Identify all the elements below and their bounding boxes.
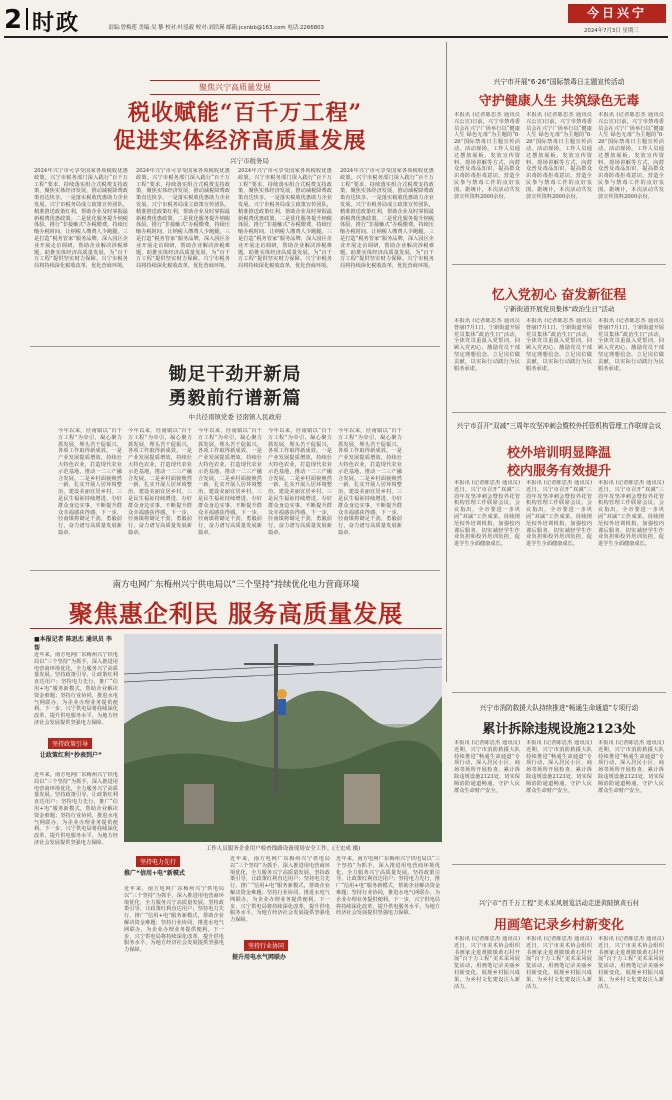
subheading-label: 坚持电力先行: [136, 856, 180, 867]
issue-date: 2024年7月3日 星期三: [584, 28, 639, 34]
article-body-col3: 本报讯 (记者陈思杰 通讯员兴公宣)日前，兴宁市禁毒委员会在兴宁广场举行以“健康人生 绿色无毒”为主题的“6·26”国际禁毒日主题宣传活动。活动现场，工作人员通过摆放展板、发放宣传资料、现场讲解等方式，向群众普及毒品知识，提高群众识毒防毒拒毒意识，营造全民参与禁毒工作的良好氛围。据统计，本次活动共发放宣传资料2000余份。: [598, 112, 664, 200]
article-body-col5: 今年以来，径南镇以“百千万工程”为牵引，凝心聚力抓发展，埋头苦干促振兴，各项工作取得新成效。一是产业发展提质增效，持续壮大特色农业，打造现代农业示范基地，推动一二三产融合发展。二是乡村面貌焕然一新，扎实开展人居环境整治，建设美丽宜居乡村。三是民生福祉持续增进，办好群众身边实事，不断提升群众幸福感获得感。下一步，径南镇将锄足干劲，勇毅前行，奋力谱写高质量发展新篇章。: [338, 428, 402, 536]
article-title: 锄足干劲开新局: [168, 364, 302, 385]
editor-line: 责编:曾梅莲 美编:吴 黎 校对:叶泓毅 校对:刘浩瑛 邮箱:jcxnbb@163.com 电话:2266803: [108, 25, 324, 31]
article-body: 2024年兴宁市可享受国家各项税收优惠政策。兴宁市税务部门深入践行“百千万工程”要求，持续落实组合式税费支持政策，聚焦实体经济发展，推动减税降费政策直达快享。一是落实税收优惠助力企业发展。兴宁市税务局成立政策宣传团队，精准推送政策红利，帮助企业及时掌握最新税费优惠政策。二是优化服务提升纳税体验。推行“非接触式”办税缴费，持续压缩办税时间，让纳税人缴费人少跑腿。三是打造“税务管家”服务品牌，深入园区企业开展走访调研，帮助企业解决涉税难题，助推实体经济高质量发展，为“百千万工程”提供坚实财力保障。兴宁市税务局将持续深化税收改革，优化营商环境。: [34, 168, 128, 270]
article-body-col3: 本报讯 (记者陈思杰 通讯员)近期，兴宁市消防救援大队持续推进“畅通生命通道”专项行动，深入居民小区、商场等场所开展检查，累计拆除违规设施2123处，切实保障消防通道畅通，守护人民群众生命财产安全。: [598, 740, 664, 794]
article-body-col2: 近年来，南方电网广东梅州兴宁供电局以“三个坚持”为抓手，深入推进用电营商环境优化，全力服务兴宁高质量发展。坚持政策引导，让政策红利直达用户；坚持电力先行，推广“信用+电”服务新模式，帮助企业解决资金难题；坚持行业协同，推进水电气网联办，为企业办理业务提供便利。下一步，兴宁供电局将持续深化改革，提升供电服务水平，为地方经济社会发展提供坚强电力保障。: [34, 772, 118, 846]
article-body: 本报讯 (记者陈思杰 通讯员兴公宣)日前，兴宁市禁毒委员会在兴宁广场举行以“健康人生 绿色无毒”为主题的“6·26”国际禁毒日主题宣传活动。活动现场，工作人员通过摆放展板、发放宣传资料、现场讲解等方式，向群众普及毒品知识，提高群众识毒防毒拒毒意识，营造全民参与禁毒工作的良好氛围。据统计，本次活动共发放宣传资料2000余份。: [454, 112, 520, 200]
subheading-box: [40, 738, 112, 764]
article-body-col4: 近年来，南方电网广东梅州兴宁供电局以“三个坚持”为抓手，深入推进用电营商环境优化，全力服务兴宁高质量发展。坚持政策引导，让政策红利直达用户；坚持电力先行，推广“信用+电”服务新模式，帮助企业解决资金难题；坚持行业协同，推进水电气网联办，为企业办理业务提供便利。下一步，兴宁供电局将持续深化改革，提升供电服务水平，为地方经济社会发展提供坚强电力保障。: [230, 856, 330, 924]
article-body: 本报讯 (记者陈思杰 通讯员)近期，兴宁市消防救援大队持续推进“畅通生命通道”专项行动，深入居民小区、商场等场所开展检查，累计拆除违规设施2123处，切实保障消防通道畅通，守护人民群众生命财产安全。: [454, 740, 520, 794]
masthead: [0, 0, 672, 36]
article-body: 本报讯 (记者陈思杰 通讯员曾丽)7月1日，宁新街道开展党员集体“政治生日”活动，全体党员重温入党誓词，回顾入党初心，激励党员干部坚定理想信念，立足岗位做贡献，以实际行动践行为民服务承诺。: [454, 318, 520, 372]
article-body: 本报讯 (记者陈思杰 通讯员)近日，兴宁市美术协会组织书画家走进黄陂镇黄石村开展“百千万工程”美术采风展览活动，用画笔记录美丽乡村新变化，展现乡村振兴成果，为乡村文化建设注入新活力。: [454, 936, 520, 990]
article-title: 税收赋能“百千万工程”: [127, 100, 363, 126]
article-body-col3: 本报讯 (记者陈思杰 通讯员)近日，兴宁市召开“双减”三周年攻坚冲刺会暨校外托管机构管理工作联席会议。会议指出，全市要进一步巩固“双减”工作成果，持续规范校外培训机构，加强校内课后服务，切实减轻学生作业负担和校外培训负担，促进学生全面健康成长。: [598, 480, 664, 548]
photo-caption: 工作人员服务企业用户检查线路设备现场安全工作。(王宏成 摄): [205, 846, 361, 852]
subheading-text: 提升用电水气网联办: [232, 952, 332, 961]
paper-logo: 今日兴宁: [568, 4, 666, 23]
article-body-col4: 2024年兴宁市可享受国家各项税收优惠政策。兴宁市税务部门深入践行“百千万工程”要求，持续落实组合式税费支持政策，聚焦实体经济发展，推动减税降费政策直达快享。一是落实税收优惠助力企业发展。兴宁市税务局成立政策宣传团队，精准推送政策红利，帮助企业及时掌握最新税费优惠政策。二是优化服务提升纳税体验。推行“非接触式”办税缴费，持续压缩办税时间，让纳税人缴费人少跑腿。三是打造“税务管家”服务品牌，深入园区企业开展走访调研，帮助企业解决涉税难题，助推实体经济高质量发展，为“百千万工程”提供坚实财力保障。兴宁市税务局将持续深化税收改革，优化营商环境。: [340, 168, 434, 270]
article-tag: 聚焦兴宁高质量发展: [150, 80, 320, 95]
article-title-line2: 促进实体经济高质量发展: [113, 128, 367, 154]
article-body-col2: 本报讯 (记者陈思杰 通讯员曾丽)7月1日，宁新街道开展党员集体“政治生日”活动，全体党员重温入党誓词，回顾入党初心，激励党员干部坚定理想信念，立足岗位做贡献，以实际行动践行为民服务承诺。: [526, 318, 592, 372]
article-photo: [124, 634, 442, 842]
article-title: 用画笔记录乡村新变化: [493, 918, 624, 933]
subheading-box: [124, 856, 224, 882]
article-title: 校外培训明显降温: [506, 446, 611, 461]
article-body-col2: 本报讯 (记者陈思杰 通讯员)近期，兴宁市消防救援大队持续推进“畅通生命通道”专项行动，深入居民小区、商场等场所开展检查，累计拆除违规设施2123处，切实保障消防通道畅通，守护人民群众生命财产安全。: [526, 740, 592, 794]
article-byline: 中共径南镇党委 径南镇人民政府: [188, 413, 282, 421]
article-kicker: 兴宁市消防救援大队持续推进“畅通生命通道”专项行动: [479, 704, 639, 712]
article-body-col3: 本报讯 (记者陈思杰 通讯员)近日，兴宁市美术协会组织书画家走进黄陂镇黄石村开展“百千万工程”美术采风展览活动，用画笔记录美丽乡村新变化，展现乡村振兴成果，为乡村文化建设注入新活力。: [598, 936, 664, 990]
article-kicker: 兴宁市召开“双减”三周年攻坚冲刺会暨校外托管机构管理工作联席会议: [456, 422, 662, 430]
article-body: 今年以来，径南镇以“百千万工程”为牵引，凝心聚力抓发展，埋头苦干促振兴，各项工作取得新成效。一是产业发展提质增效，持续壮大特色农业，打造现代农业示范基地，推动一二三产融合发展。二是乡村面貌焕然一新，扎实开展人居环境整治，建设美丽宜居乡村。三是民生福祉持续增进，办好群众身边实事，不断提升群众幸福感获得感。下一步，径南镇将锄足干劲，勇毅前行，奋力谱写高质量发展新篇章。: [58, 428, 122, 536]
article-body-col5: 近年来，南方电网广东梅州兴宁供电局以“三个坚持”为抓手，深入推进用电营商环境优化，全力服务兴宁高质量发展。坚持政策引导，让政策红利直达用户；坚持电力先行，推广“信用+电”服务新模式，帮助企业解决资金难题；坚持行业协同，推进水电气网联办，为企业办理业务提供便利。下一步，兴宁供电局将持续深化改革，提升供电服务水平，为地方经济社会发展提供坚强电力保障。: [336, 856, 440, 917]
article-title-line2: 校内服务有效提升: [506, 464, 611, 479]
article-body-col3: 2024年兴宁市可享受国家各项税收优惠政策。兴宁市税务部门深入践行“百千万工程”要求，持续落实组合式税费支持政策，聚焦实体经济发展，推动减税降费政策直达快享。一是落实税收优惠助力企业发展。兴宁市税务局成立政策宣传团队，精准推送政策红利，帮助企业及时掌握最新税费优惠政策。二是优化服务提升纳税体验。推行“非接触式”办税缴费，持续压缩办税时间，让纳税人缴费人少跑腿。三是打造“税务管家”服务品牌，深入园区企业开展走访调研，帮助企业解决涉税难题，助推实体经济高质量发展，为“百千万工程”提供坚实财力保障。兴宁市税务局将持续深化税收改革，优化营商环境。: [238, 168, 332, 270]
article-kicker: 宁新街道开展党员集体“政治生日”活动: [503, 305, 615, 313]
article-body-col2: 本报讯 (记者陈思杰 通讯员)近日，兴宁市召开“双减”三周年攻坚冲刺会暨校外托管机构管理工作联席会议。会议指出，全市要进一步巩固“双减”工作成果，持续规范校外培训机构，加强校内课后服务，切实减轻学生作业负担和校外培训负担，促进学生全面健康成长。: [526, 480, 592, 548]
article-body-col3: 近年来，南方电网广东梅州兴宁供电局以“三个坚持”为抓手，深入推进用电营商环境优化，全力服务兴宁高质量发展。坚持政策引导，让政策红利直达用户；坚持电力先行，推广“信用+电”服务新模式，帮助企业解决资金难题；坚持行业协同，推进水电气网联办，为企业办理业务提供便利。下一步，兴宁供电局将持续深化改革，提升供电服务水平，为地方经济社会发展提供坚强电力保障。: [124, 886, 224, 954]
article-kicker: 兴宁市“百千万工程”美术采风展览活动走进黄陂镇黄石村: [479, 899, 639, 907]
article-body-col2: 2024年兴宁市可享受国家各项税收优惠政策。兴宁市税务部门深入践行“百千万工程”要求，持续落实组合式税费支持政策，聚焦实体经济发展，推动减税降费政策直达快享。一是落实税收优惠助力企业发展。兴宁市税务局成立政策宣传团队，精准推送政策红利，帮助企业及时掌握最新税费优惠政策。二是优化服务提升纳税体验。推行“非接触式”办税缴费，持续压缩办税时间，让纳税人缴费人少跑腿。三是打造“税务管家”服务品牌，深入园区企业开展走访调研，帮助企业解决涉税难题，助推实体经济高质量发展，为“百千万工程”提供坚实财力保障。兴宁市税务局将持续深化税收改革，优化营商环境。: [136, 168, 230, 270]
article-body-col4: 今年以来，径南镇以“百千万工程”为牵引，凝心聚力抓发展，埋头苦干促振兴，各项工作取得新成效。一是产业发展提质增效，持续壮大特色农业，打造现代农业示范基地，推动一二三产融合发展。二是乡村面貌焕然一新，扎实开展人居环境整治，建设美丽宜居乡村。三是民生福祉持续增进，办好群众身边实事，不断提升群众幸福感获得感。下一步，径南镇将锄足干劲，勇毅前行，奋力谱写高质量发展新篇章。: [268, 428, 332, 536]
article-body: 近年来，南方电网广东梅州兴宁供电局以“三个坚持”为抓手，深入推进用电营商环境优化，全力服务兴宁高质量发展。坚持政策引导，让政策红利直达用户；坚持电力先行，推广“信用+电”服务新模式，帮助企业解决资金难题；坚持行业协同，推进水电气网联办，为企业办理业务提供便利。下一步，兴宁供电局将持续深化改革，提升供电服务水平，为地方经济社会发展提供坚强电力保障。: [34, 652, 118, 726]
subheading-text: 让政策红利“抄表到户”: [40, 752, 102, 759]
page-number: 2: [4, 5, 23, 35]
article-kicker: 南方电网广东梅州兴宁供电局以“三个坚持”持续优化电力营商环境: [112, 580, 360, 590]
article-title: 忆入党初心 奋发新征程: [491, 288, 627, 303]
article-body: 本报讯 (记者陈思杰 通讯员)近日，兴宁市召开“双减”三周年攻坚冲刺会暨校外托管机构管理工作联席会议。会议指出，全市要进一步巩固“双减”工作成果，持续规范校外培训机构，加强校内课后服务，切实减轻学生作业负担和校外培训负担，促进学生全面健康成长。: [454, 480, 520, 548]
subheading-label: 坚持政策引导: [48, 738, 92, 749]
section-name: 时政: [32, 11, 81, 36]
article-kicker: 兴宁市开展“6·26”国际禁毒日主题宣传活动: [493, 78, 625, 86]
subheading-label: 坚持行业协同: [244, 940, 288, 951]
article-byline: ■本报记者 陈思杰 通讯员 李 帮: [34, 636, 112, 652]
article-title: 聚焦惠企利民 服务高质量发展: [68, 599, 404, 628]
article-title-line2: 勇毅前行谱新篇: [168, 388, 302, 409]
article-body-col2: 本报讯 (记者陈思杰 通讯员)近日，兴宁市美术协会组织书画家走进黄陂镇黄石村开展“百千万工程”美术采风展览活动，用画笔记录美丽乡村新变化，展现乡村振兴成果，为乡村文化建设注入新活力。: [526, 936, 592, 990]
article-body-col2: 今年以来，径南镇以“百千万工程”为牵引，凝心聚力抓发展，埋头苦干促振兴，各项工作取得新成效。一是产业发展提质增效，持续壮大特色农业，打造现代农业示范基地，推动一二三产融合发展。二是乡村面貌焕然一新，扎实开展人居环境整治，建设美丽宜居乡村。三是民生福祉持续增进，办好群众身边实事，不断提升群众幸福感获得感。下一步，径南镇将锄足干劲，勇毅前行，奋力谱写高质量发展新篇章。: [128, 428, 192, 536]
article-title: 守护健康人生 共筑绿色无毒: [478, 94, 640, 109]
subheading-text: 推广“信用+电”新模式: [124, 870, 185, 877]
article-body-col3: 本报讯 (记者陈思杰 通讯员曾丽)7月1日，宁新街道开展党员集体“政治生日”活动，全体党员重温入党誓词，回顾入党初心，激励党员干部坚定理想信念，立足岗位做贡献，以实际行动践行为民服务承诺。: [598, 318, 664, 372]
article-body-col2: 本报讯 (记者陈思杰 通讯员兴公宣)日前，兴宁市禁毒委员会在兴宁广场举行以“健康人生 绿色无毒”为主题的“6·26”国际禁毒日主题宣传活动。活动现场，工作人员通过摆放展板、发放宣传资料、现场讲解等方式，向群众普及毒品知识，提高群众识毒防毒拒毒意识，营造全民参与禁毒工作的良好氛围。据统计，本次活动共发放宣传资料2000余份。: [526, 112, 592, 200]
article-byline: 兴宁市税务局: [230, 157, 269, 165]
article-title: 累计拆除违规设施2123处: [482, 722, 636, 737]
article-body-col3: 今年以来，径南镇以“百千万工程”为牵引，凝心聚力抓发展，埋头苦干促振兴，各项工作取得新成效。一是产业发展提质增效，持续壮大特色农业，打造现代农业示范基地，推动一二三产融合发展。二是乡村面貌焕然一新，扎实开展人居环境整治，建设美丽宜居乡村。三是民生福祉持续增进，办好群众身边实事，不断提升群众幸福感获得感。下一步，径南镇将锄足干劲，勇毅前行，奋力谱写高质量发展新篇章。: [198, 428, 262, 536]
